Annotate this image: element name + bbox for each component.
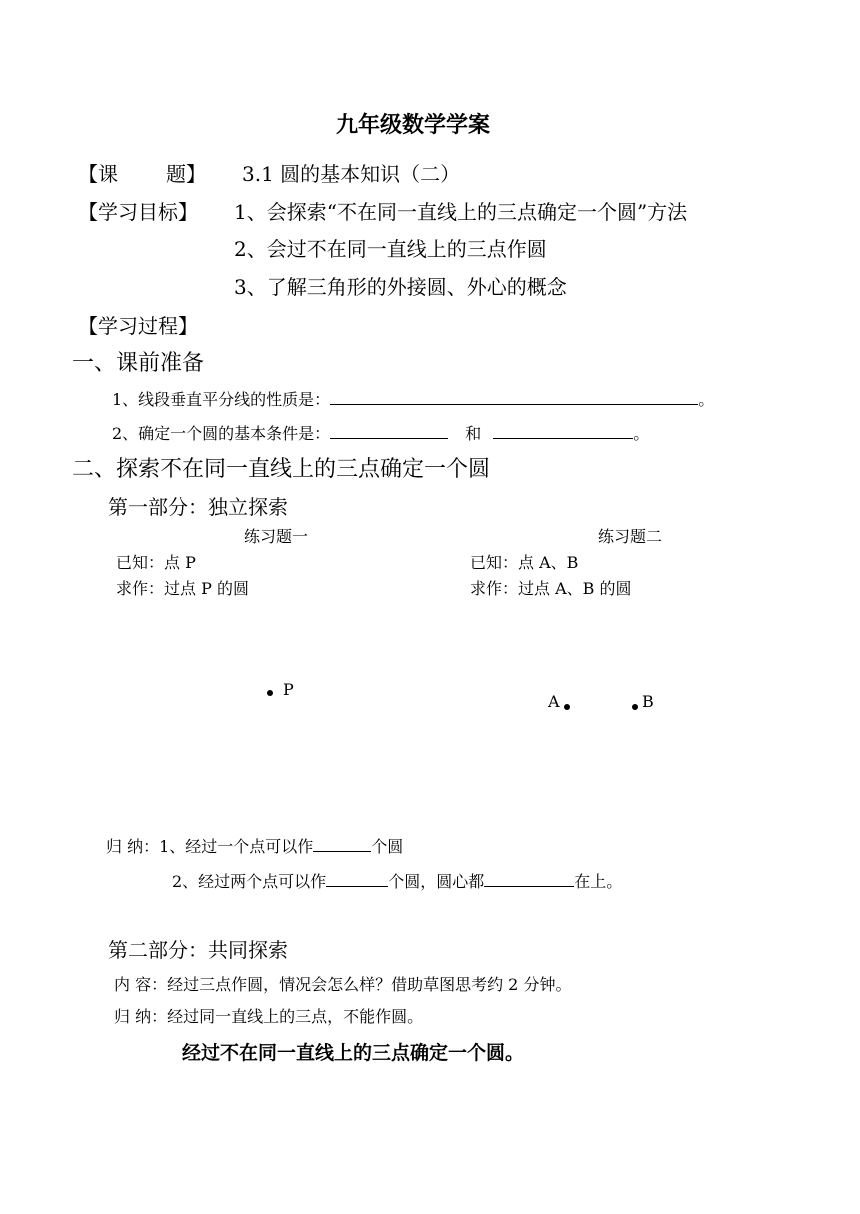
topic-label-right: 题】 bbox=[166, 162, 206, 186]
point-b-dot bbox=[632, 704, 638, 710]
ex2-given: 已知：点 A、B bbox=[470, 553, 579, 572]
ex1-task: 求作：过点 P 的圆 bbox=[116, 579, 249, 598]
q2-text: 2、确定一个圆的基本条件是： bbox=[112, 424, 331, 443]
section1-q2 bbox=[112, 420, 649, 444]
goal-item-1: 1、会探索“不在同一直线上的三点确定一个圆”方法 bbox=[234, 200, 688, 224]
summary1-b-blank-2[interactable] bbox=[484, 868, 574, 887]
point-a-dot bbox=[564, 704, 570, 710]
q1-text: 1、线段垂直平分线的性质是： bbox=[112, 390, 331, 409]
summary1-b-mid: 个圆，圆心都 bbox=[388, 872, 485, 891]
ex2-title: 练习题二 bbox=[598, 527, 663, 546]
summary1-a-post: 个圆 bbox=[371, 837, 404, 856]
summary1-label: 归 纳： bbox=[106, 837, 160, 856]
summary1-a-pre: 1、经过一个点可以作 bbox=[159, 837, 314, 856]
topic-label-left: 【课 bbox=[78, 162, 118, 186]
section1-heading: 一、课前准备 bbox=[72, 351, 205, 376]
q2-blank-2[interactable] bbox=[493, 420, 633, 439]
summary2-line: 归 纳：经过同一直线上的三点，不能作圆。 bbox=[114, 1007, 424, 1026]
section2-heading: 二、探索不在同一直线上的三点确定一个圆 bbox=[72, 457, 491, 482]
point-p-label: P bbox=[283, 680, 294, 699]
section1-q1 bbox=[112, 386, 714, 410]
goal-item-2: 2、会过不在同一直线上的三点作圆 bbox=[234, 237, 547, 261]
summary1-b-pre: 2、经过两个点可以作 bbox=[172, 872, 327, 891]
point-a-label: A bbox=[548, 692, 560, 711]
summary1-line2 bbox=[172, 868, 622, 892]
q2-blank-1[interactable] bbox=[330, 420, 448, 439]
content-line: 内 容：经过三点作圆，情况会怎么样？借助草图思考约 2 分钟。 bbox=[114, 975, 572, 994]
part2-heading: 第二部分：共同探索 bbox=[108, 938, 288, 962]
q2-mid: 和 bbox=[465, 424, 482, 443]
summary1-a-blank[interactable] bbox=[313, 833, 371, 852]
summary1-b-blank-1[interactable] bbox=[326, 868, 388, 887]
summary1-line1 bbox=[106, 833, 403, 857]
ex2-task: 求作：过点 A、B 的圆 bbox=[470, 579, 632, 598]
part1-heading: 第一部分：独立探索 bbox=[108, 495, 288, 519]
page-title: 九年级数学学案 bbox=[336, 113, 491, 138]
goal-item-3: 3、了解三角形的外接圆、外心的概念 bbox=[234, 275, 567, 299]
q2-end: 。 bbox=[633, 424, 650, 443]
point-p-dot bbox=[267, 690, 273, 696]
goals-label: 【学习目标】 bbox=[78, 200, 198, 224]
q1-end: 。 bbox=[698, 390, 715, 409]
conclusion: 经过不在同一直线上的三点确定一个圆。 bbox=[182, 1042, 525, 1064]
point-b-label: B bbox=[642, 692, 654, 711]
summary1-b-post: 在上。 bbox=[574, 872, 623, 891]
topic-value: 3.1 圆的基本知识（二） bbox=[242, 162, 461, 186]
q1-blank[interactable] bbox=[330, 386, 698, 405]
process-label: 【学习过程】 bbox=[78, 314, 198, 338]
ex1-given: 已知：点 P bbox=[116, 553, 196, 572]
ex1-title: 练习题一 bbox=[244, 527, 309, 546]
